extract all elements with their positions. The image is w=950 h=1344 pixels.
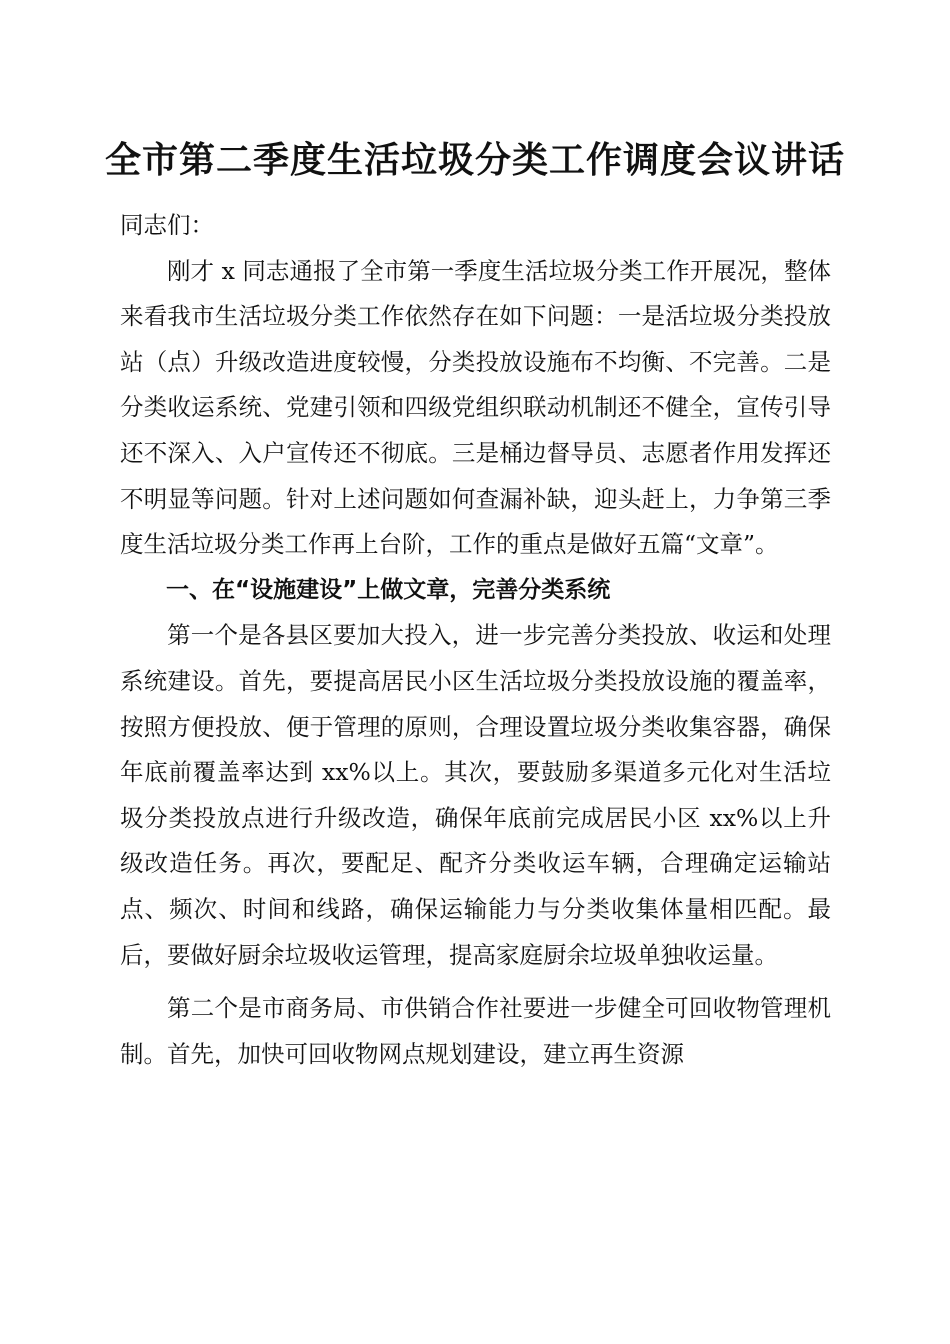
- section-1-paragraph-2: 第二个是市商务局、市供销合作社要进一步健全可回收物管理机制。首先，加快可回收物网点规划建设，建立再生资源: [120, 994, 831, 1068]
- section-1-paragraph-1: 第一个是各县区要加大投入，进一步完善分类投放、收运和处理系统建设。首先，要提高居民小区生活垃圾分类投放设施的覆盖率，按照方便投放、便于管理的原则，合理设置垃圾分类收集容器，确保年底前覆盖率达到 xx%以上。其次，要鼓励多渠道多元化对生活垃圾分类投放点进行升级改造，确保年底前完成居民小区 xx%以上升级改造任务。再次，要配足、配齐分类收运车辆，合理确定运输站点、频次、时间和线路，确保运输能力与分类收集体量相匹配。最后，要做好厨余垃圾收运管理，提高家庭厨余垃圾单独收运量。: [120, 621, 831, 969]
- document-title: 全市第二季度生活垃圾分类工作调度会议讲话: [104, 139, 845, 181]
- salutation: 同志们：: [120, 211, 214, 239]
- document-body: [120, 203, 831, 1077]
- intro-paragraph: 刚才 x 同志通报了全市第一季度生活垃圾分类工作开展况，整体来看我市生活垃圾分类工作依然存在如下问题：一是活垃圾分类投放站（点）升级改造进度较慢，分类投放设施布不均衡、不完善。二是分类收运系统、党建引领和四级党组织联动机制还不健全，宣传引导还不深入、入户宣传还不彻底。三是桶边督导员、志愿者作用发挥还不明显等问题。针对上述问题如何查漏补缺，迎头赶上，力争第三季度生活垃圾分类工作再上台阶，工作的重点是做好五篇“文章”。: [120, 256, 831, 559]
- section-1-heading: 一、在“设施建设”上做文章，完善分类系统: [166, 576, 611, 603]
